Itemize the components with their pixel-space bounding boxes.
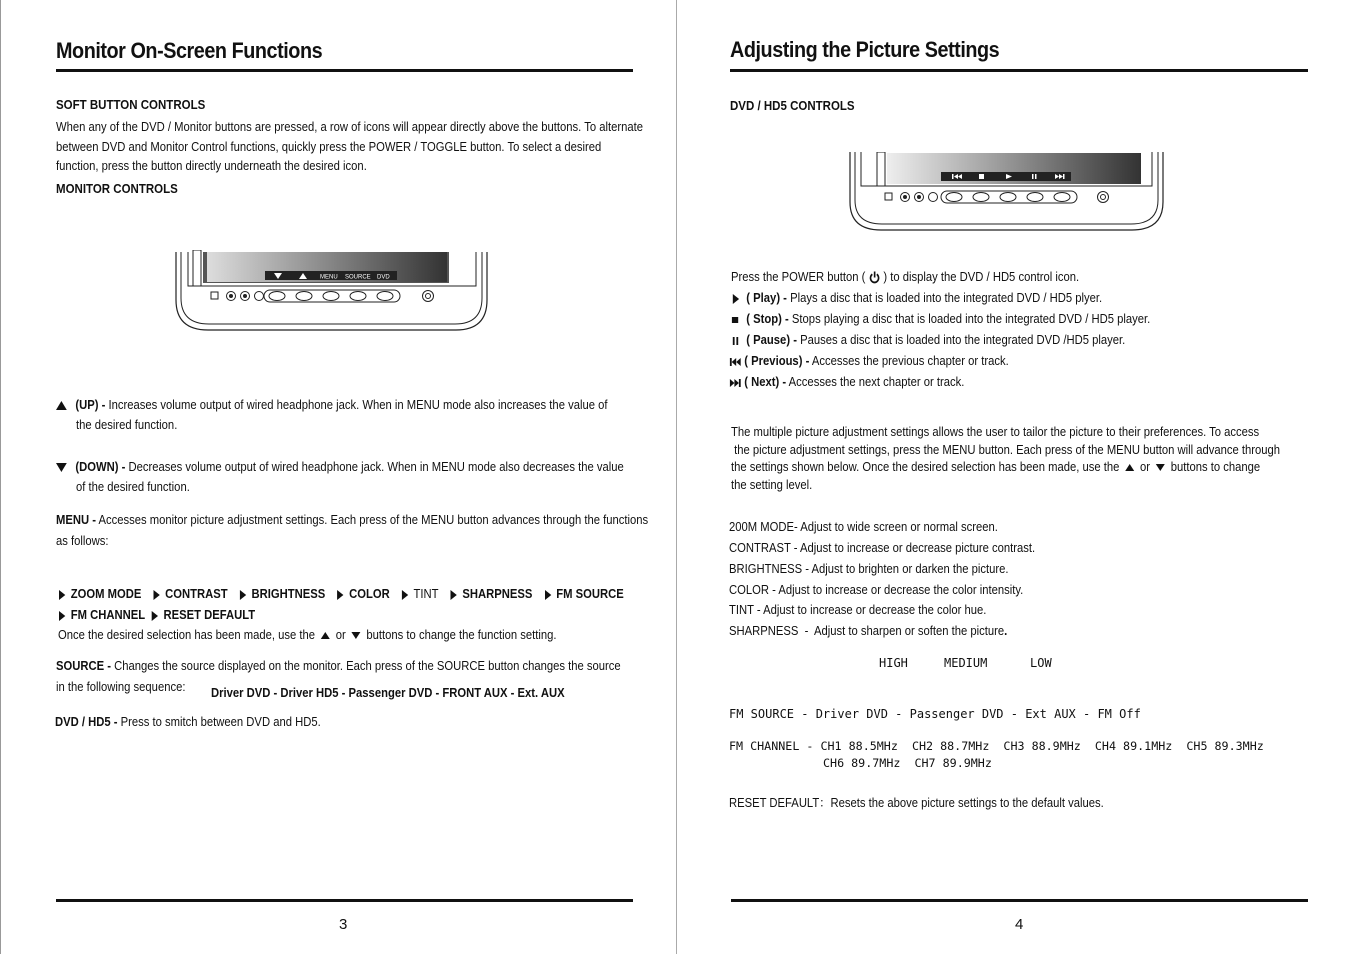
color-row: COLOR - Adjust to increase or decrease the color intensity. [729, 583, 1024, 597]
page-number: 3 [339, 916, 348, 933]
stop-control-row [731, 312, 1150, 326]
seq-item: FM SOURCE [556, 587, 624, 601]
up-arrow-icon [1125, 464, 1134, 471]
osd-dvd-label: DVD [377, 274, 390, 281]
title-rule [56, 69, 633, 72]
osd-source-label: SOURCE [345, 274, 371, 281]
play-icon [731, 294, 742, 304]
previous-text: Accesses the previous chapter or track. [809, 354, 1009, 368]
brightness-row: BRIGHTNESS - Adjust to brighten or darken the picture. [729, 562, 1009, 576]
power-icon [869, 271, 881, 284]
bullet-arrow-icon [337, 590, 343, 600]
sharpness-row [729, 624, 1007, 638]
menu-sequence-line-2 [59, 608, 255, 622]
page-title: Monitor On-Screen Functions [56, 38, 323, 63]
title-rule [730, 69, 1308, 72]
monitor-illustration [173, 250, 491, 336]
para-text: the settings shown below. Once the desired selection has been made, use the [731, 460, 1120, 474]
pause-icon [731, 336, 742, 346]
once-instruction [58, 628, 557, 642]
pause-control-row [731, 333, 1125, 347]
up-text-line-2: the desired function. [76, 418, 178, 432]
dvd-hd5-label: DVD / HD5 - [55, 715, 118, 729]
seq-item: FM CHANNEL [70, 608, 146, 622]
pause-label: ( Pause) - [746, 333, 797, 347]
dvd-hd5-description [55, 715, 321, 729]
down-text-line-2: of the desired function. [76, 480, 190, 494]
bullet-arrow-icon [402, 590, 408, 600]
up-label: (UP) - [75, 398, 106, 412]
seq-item: BRIGHTNESS [251, 587, 326, 601]
picture-para-line-4: the setting level. [731, 478, 813, 492]
power-text-end: ) to display the DVD / HD5 control icon. [883, 270, 1080, 284]
zoom-mode-label: 200M MODE [729, 520, 795, 534]
source-text: Changes the source displayed on the monitor. Each press of the SOURCE button changes the source [111, 659, 621, 673]
pause-text: Pauses a disc that is loaded into the integrated DVD /HD5 player. [796, 333, 1126, 347]
once-text: Once the desired selection has been made, use the [58, 628, 316, 642]
contrast-row: CONTRAST - Adjust to increase or decrease picture contrast. [729, 541, 1036, 555]
down-arrow-icon [1156, 464, 1165, 471]
previous-control-row [729, 354, 1009, 368]
reset-default-row: RESET DEFAULT：Resets the above picture settings to the default values. [729, 796, 1104, 810]
soft-text-line-1: When any of the DVD / Monitor buttons are pressed, a row of icons will appear directly above the buttons. To alternate [56, 120, 643, 134]
menu-text: Accesses monitor picture adjustment settings. Each press of the MENU button advances through the functions [96, 513, 649, 527]
right-page [676, 0, 1351, 954]
tint-row: TINT - Adjust to increase or decrease the color hue. [729, 603, 987, 617]
fm-channel-line-1: FM CHANNEL - CH1 88.5MHz CH2 88.7MHz CH3 88.9MHz CH4 89.1MHz CH5 89.3MHz [729, 739, 1264, 753]
stop-label: ( Stop) - [746, 312, 789, 326]
dvd-monitor-illustration [847, 152, 1167, 232]
soft-text-line-3: function, press the button directly underneath the desired icon. [56, 159, 367, 173]
bullet-arrow-icon [59, 590, 65, 600]
previous-label: ( Previous) - [744, 354, 810, 368]
monitor-controls-heading: MONITOR CONTROLS [56, 182, 178, 196]
source-text-line-2: in the following sequence: [56, 680, 186, 694]
next-icon [729, 378, 742, 388]
down-text: Decreases volume output of wired headphone jack. When in MENU mode also decreases the value [125, 460, 624, 474]
down-arrow-icon [352, 632, 361, 639]
bullet-arrow-icon [545, 590, 551, 600]
level-medium: MEDIUM [944, 656, 988, 670]
menu-label: MENU - [56, 513, 97, 527]
source-description [56, 659, 621, 673]
page-number: 4 [1015, 916, 1024, 933]
footer-rule [56, 899, 633, 902]
stop-icon [731, 315, 742, 325]
next-label: ( Next) - [744, 375, 787, 389]
next-control-row [729, 375, 964, 389]
power-instruction [731, 270, 1079, 284]
up-text: Increases volume output of wired headphone jack. When in MENU mode also increases the value of [105, 398, 608, 412]
osd-menu-label: MENU [320, 274, 338, 281]
picture-para-line-1: The multiple picture adjustment settings allows the user to tailor the picture to their preferences. To access [731, 425, 1260, 439]
page-title: Adjusting the Picture Settings [730, 37, 1000, 62]
seq-item: RESET DEFAULT [163, 608, 256, 622]
fm-source-line: FM SOURCE - Driver DVD - Passenger DVD - Ext AUX - FM Off [729, 707, 1141, 721]
down-arrow-icon [56, 463, 67, 472]
bullet-arrow-icon [451, 590, 457, 600]
zoom-mode-text: - Adjust to wide screen or normal screen. [794, 520, 998, 534]
play-text: Plays a disc that is loaded into the integrated DVD / HD5 plyer. [786, 291, 1103, 305]
picture-para-line-2: the picture adjustment settings, press the MENU button. Each press of the MENU button will advance through [731, 443, 1281, 457]
once-text-end: buttons to change the function setting. [366, 628, 557, 642]
previous-icon [729, 357, 742, 367]
next-text: Accesses the next chapter or track. [786, 375, 965, 389]
footer-rule [731, 899, 1308, 902]
bullet-arrow-icon [59, 611, 65, 621]
source-label: SOURCE - [56, 659, 112, 673]
bullet-arrow-icon [153, 590, 159, 600]
menu-sequence-line-1 [59, 587, 633, 601]
stop-text: Stops playing a disc that is loaded into the integrated DVD / HD5 player. [788, 312, 1151, 326]
up-description [56, 398, 607, 412]
dvd-hd5-text: Press to smitch between DVD and HD5. [117, 715, 321, 729]
sharpness-text: SHARPNESS - Adjust to sharpen or soften the picture [729, 624, 1005, 638]
picture-para-line-3 [731, 460, 1260, 474]
seq-item: CONTRAST [165, 587, 228, 601]
or-text: or [1140, 460, 1151, 474]
menu-text-line-2: as follows: [56, 534, 109, 548]
level-low: LOW [1030, 656, 1052, 670]
seq-item: SHARPNESS [462, 587, 533, 601]
fm-channel-line-2: CH6 89.7MHz CH7 89.9MHz [823, 756, 992, 770]
play-label: ( Play) - [746, 291, 787, 305]
soft-button-heading: SOFT BUTTON CONTROLS [56, 98, 206, 112]
soft-text-line-2: between DVD and Monitor Control functions, quickly press the POWER / TOGGLE button. To select a desired [56, 140, 602, 154]
up-arrow-icon [56, 401, 67, 410]
down-label: (DOWN) - [75, 460, 126, 474]
sharpness-dot: . [1004, 624, 1008, 638]
bullet-arrow-icon [240, 590, 246, 600]
source-sequence: Driver DVD - Driver HD5 - Passenger DVD - FRONT AUX - Ext. AUX [211, 686, 565, 700]
down-description [56, 460, 624, 474]
play-control-row [731, 291, 1102, 305]
bullet-arrow-icon [152, 611, 158, 621]
seq-item: COLOR [349, 587, 390, 601]
zoom-mode-row [729, 520, 998, 534]
seq-item: TINT [413, 587, 439, 601]
power-text: Press the POWER button ( [731, 270, 866, 284]
level-high: HIGH [879, 656, 908, 670]
seq-item: ZOOM MODE [70, 587, 142, 601]
dvd-hd5-controls-heading: DVD / HD5 CONTROLS [730, 99, 855, 113]
menu-description [56, 513, 648, 527]
up-arrow-icon [321, 632, 330, 639]
para-text-end: buttons to change [1170, 460, 1261, 474]
or-text: or [335, 628, 346, 642]
